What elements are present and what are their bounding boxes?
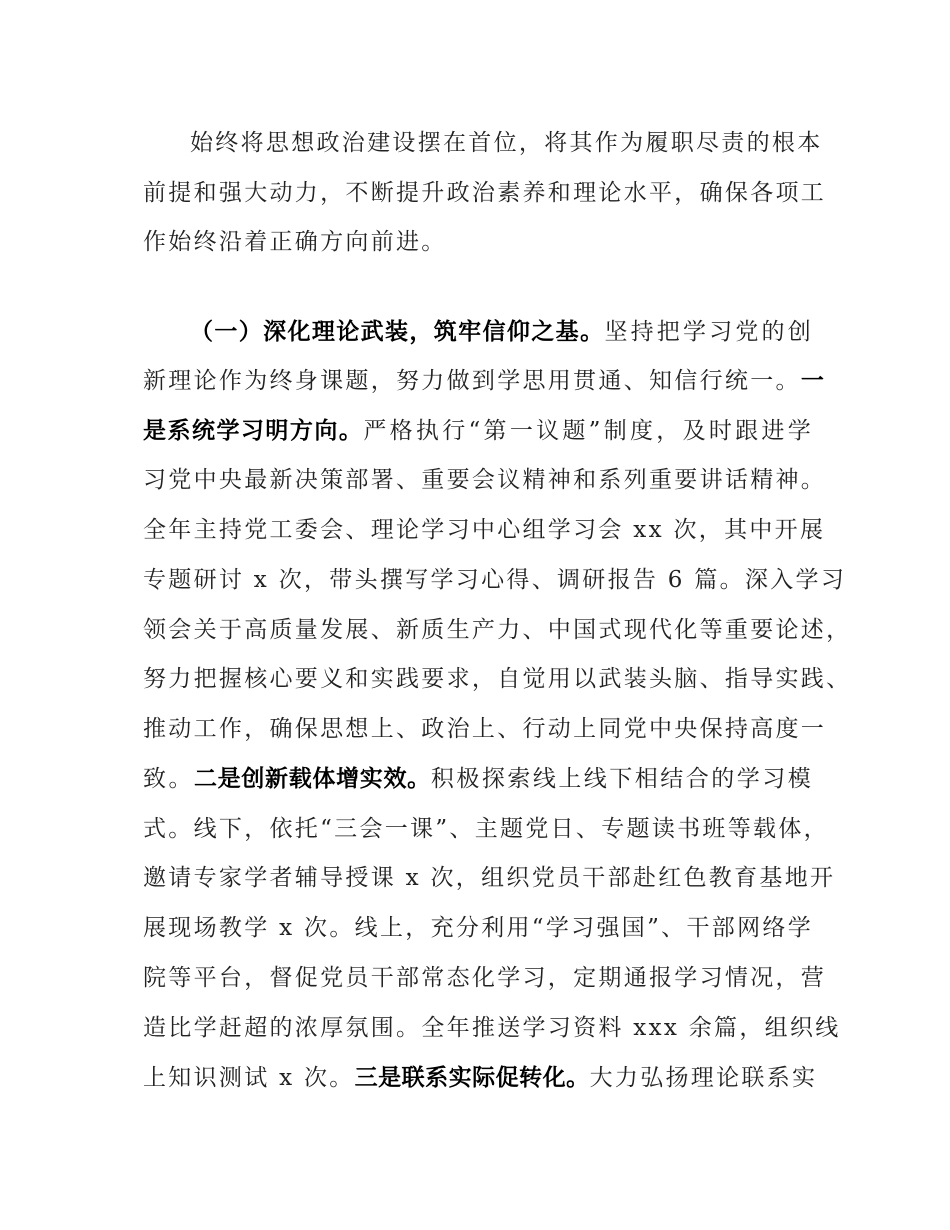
section-text: 严格执行“第一议题”制度，及时跟进学 [363,418,813,444]
section-1-line-15: 造比学赶超的浓厚氛围。全年推送学习资料 xxx 余篇，组织线 [143,1015,841,1041]
section-text: 致。 [143,766,194,792]
subheading-2: 二是创新载体增实效。 [193,766,431,792]
section-1-line-9: 推动工作，确保思想上、政治上、行动上同党中央保持高度一 [143,716,827,742]
intro-line-2: 前提和强大动力，不断提升政治素养和理论水平，确保各项工 [143,180,827,206]
section-heading: （一）深化理论武装，筑牢信仰之基。 [190,319,605,345]
section-1-line-7: 领会关于高质量发展、新质生产力、中国式现代化等重要论述， [143,617,852,643]
section-1-line-1 [190,312,813,352]
section-1-line-2 [143,361,825,401]
section-1-line-14: 院等平台，督促党员干部常态化学习，定期通报学习情况，营 [143,965,827,991]
subheading-1: 是系统学习明方向。 [143,418,364,444]
section-1-line-3 [143,411,813,451]
section-1-line-8: 努力把握核心要义和实践要求，自觉用以武装头脑、指导实践、 [143,666,852,692]
section-1-line-4: 习党中央最新决策部署、重要会议精神和系列重要讲话精神。 [143,467,827,493]
section-1-line-12: 邀请专家学者辅导授课 x 次，组织党员干部赴红色教育基地开 [143,865,836,891]
subheading-1-start: 一 [800,368,825,394]
section-1-line-11: 式。线下，依托“三会一课”、主题党日、专题读书班等载体， [143,816,829,842]
section-text: 新理论作为终身课题，努力做到学思用贯通、知信行统一。 [143,368,801,394]
section-text: 上知识测试 x 次。 [143,1065,355,1091]
section-text: 大力弘扬理论联系实 [589,1065,818,1091]
intro-line-3: 作始终沿着正确方向前进。 [143,229,447,255]
section-text: 坚持把学习党的创 [604,319,814,345]
subheading-3: 三是联系实际促转化。 [354,1065,590,1091]
section-1-line-13: 展现场教学 x 次。线上，充分利用“学习强国”、干部网络学 [143,915,813,941]
section-1-line-16 [143,1058,818,1098]
section-text: 积极探索线上线下相结合的学习模 [430,766,814,792]
section-1-line-10 [143,759,813,799]
section-1-line-5: 全年主持党工委会、理论学习中心组学习会 xx 次，其中开展 [143,517,826,543]
intro-line-1: 始终将思想政治建设摆在首位，将其作为履职尽责的根本 [190,130,823,156]
section-1-line-6: 专题研讨 x 次，带头撰写学习心得、调研报告 6 篇。深入学习 [143,567,847,593]
